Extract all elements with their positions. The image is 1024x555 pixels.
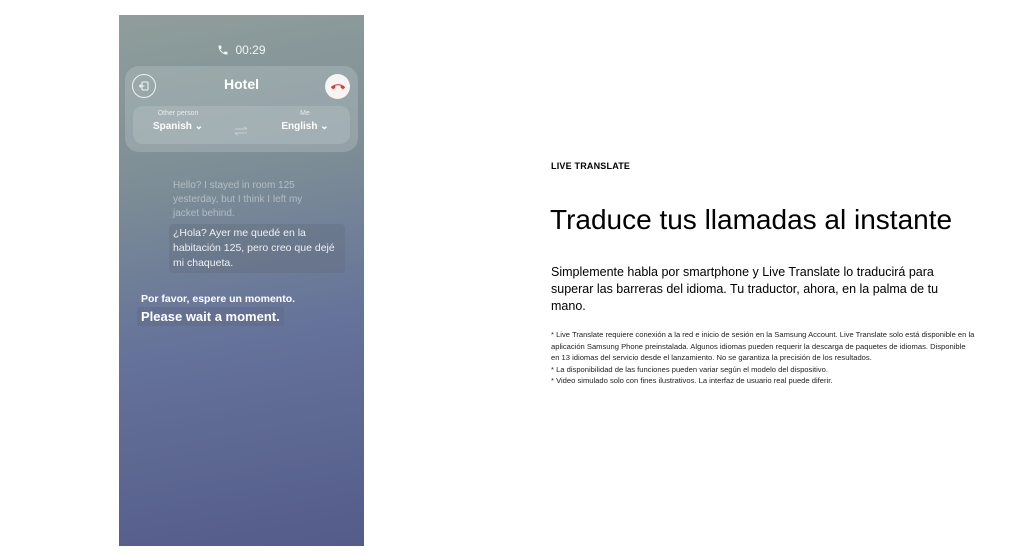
- original-message: Hello? I stayed in room 125 yesterday, but I think I left my jacket behind.: [173, 180, 303, 219]
- call-time-label: 00:29: [235, 43, 266, 57]
- live-translation-text: Please wait a moment.: [137, 307, 284, 326]
- disclaimer-note: * Video simulado solo con fines ilustrativos. La interfaz de usuario real puede diferir.: [551, 376, 833, 385]
- me-label: Me: [300, 110, 310, 117]
- section-eyebrow: LIVE TRANSLATE: [551, 161, 631, 171]
- swap-icon[interactable]: [234, 126, 248, 136]
- live-original-text: Por favor, espere un momento.: [141, 293, 296, 305]
- call-title: Hotel: [224, 76, 259, 92]
- call-card: [125, 66, 358, 152]
- translated-message: ¿Hola? Ayer me quedé en la habitación 125, pero creo que dejé mi chaqueta.: [169, 224, 345, 273]
- feature-description: Simplemente habla por smartphone y Live Translate lo traducirá para superar las barreras del idioma. Tu traductor, ahora, en la palma de tu mano.: [551, 265, 939, 313]
- disclaimer-notes: [551, 329, 976, 387]
- call-timer: [119, 43, 364, 57]
- me-language[interactable]: [265, 110, 345, 132]
- other-language-value: Spanish ⌄: [152, 121, 204, 132]
- phone-video-preview: [119, 15, 364, 546]
- end-call-button[interactable]: [325, 74, 350, 99]
- disclaimer-note: * La disponibilidad de las funciones pueden variar según el modelo del dispositivo.: [551, 364, 828, 374]
- language-selector: [133, 106, 350, 144]
- end-call-icon: [331, 80, 345, 94]
- phone-icon: [217, 44, 229, 56]
- me-language-value: English ⌄: [281, 121, 329, 132]
- page-title: Traduce tus llamadas al instante: [550, 203, 953, 235]
- other-person-label: Other person: [157, 110, 199, 117]
- disclaimer-note: * Live Translate requiere conexión a la red e inicio de sesión en la Samsung Account. Live Translate solo está disponible en la aplicación Samsung Phone preinstalada. Algunos idiomas pueden requerir la descarga de paquetes de idiomas. Disponible en 13 idiomas del servicio desde el lanzamiento. No se garantiza la precisión de los resultados.: [551, 330, 975, 362]
- other-person-language[interactable]: [138, 110, 218, 132]
